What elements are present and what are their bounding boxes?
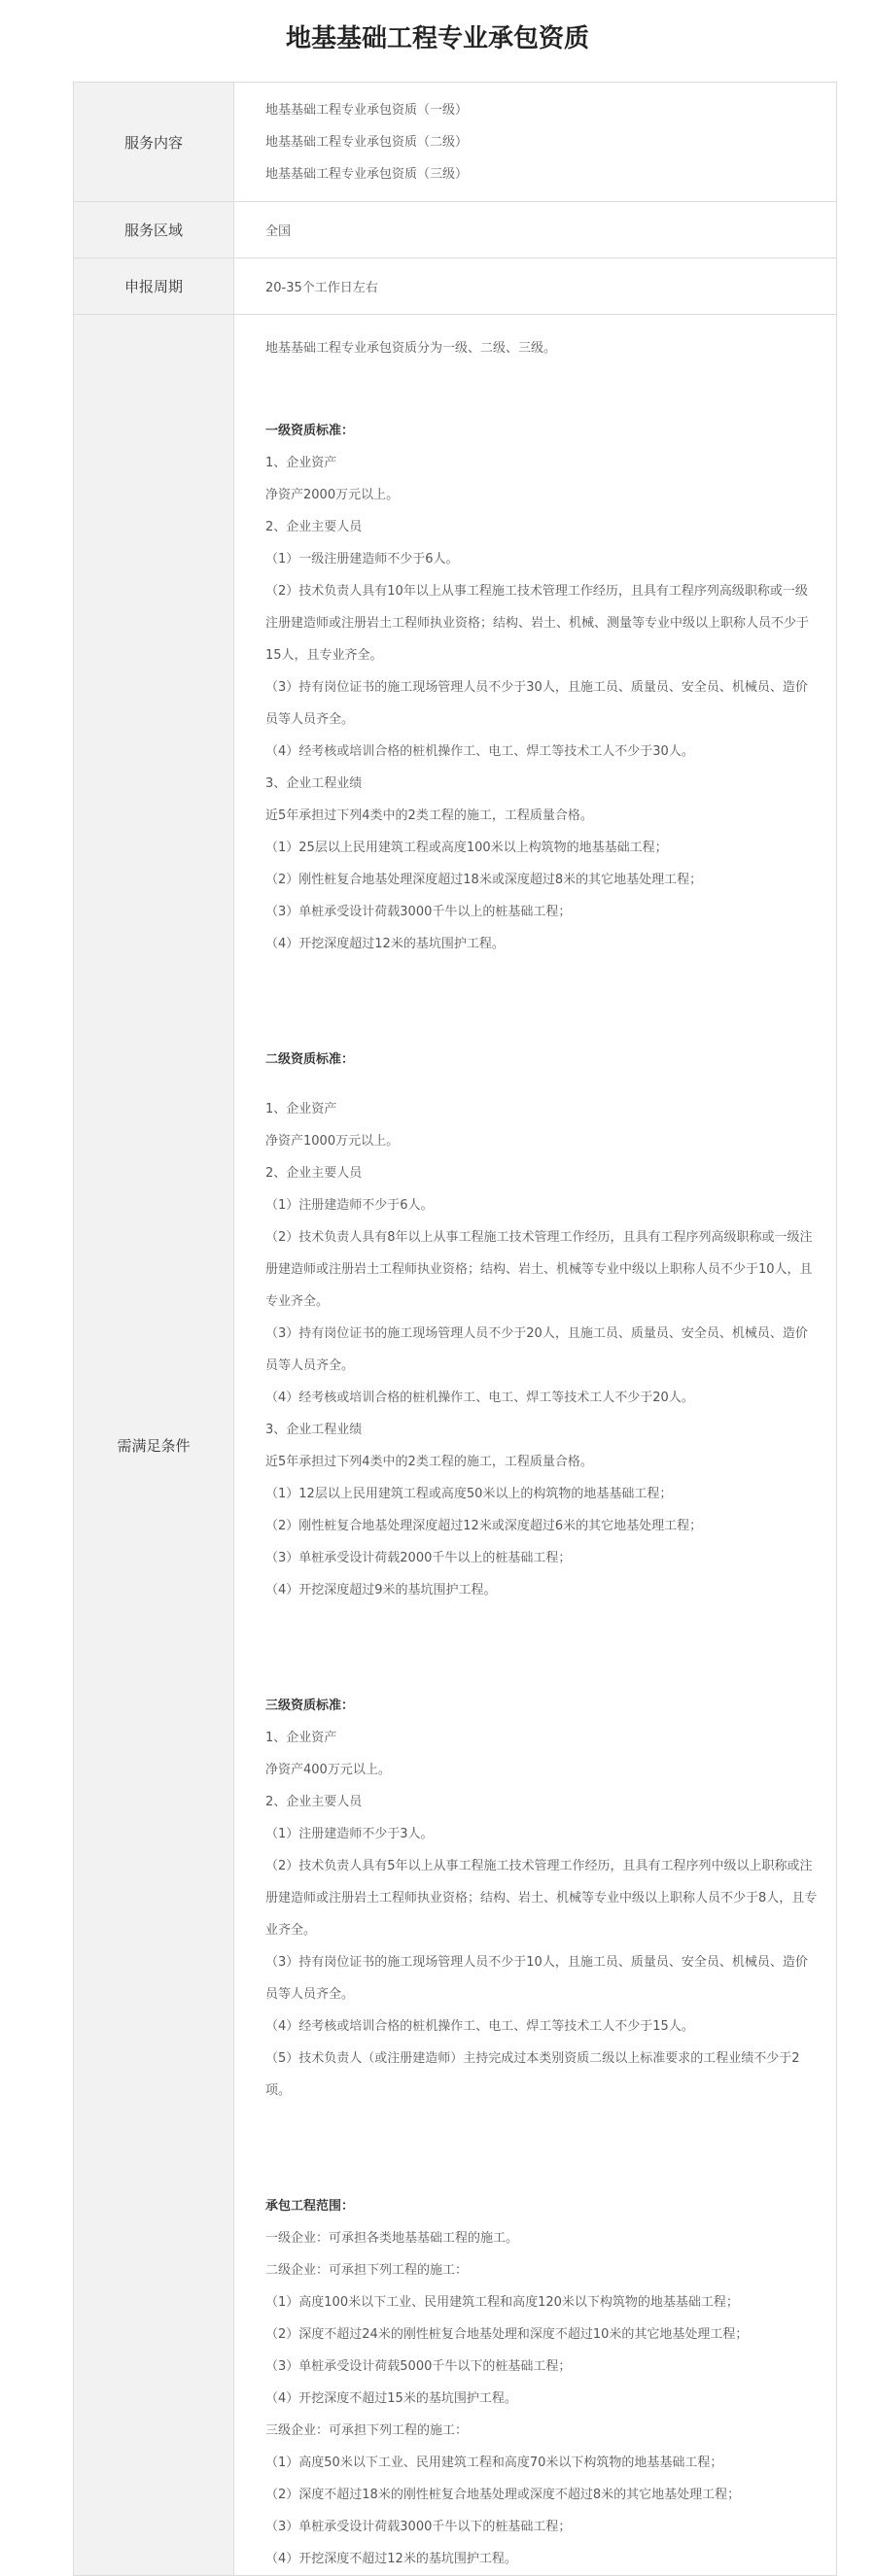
- grade2-line: （4）开挖深度超过9米的基坑围护工程。: [265, 1583, 497, 1597]
- grade2-line: （2）刚性桩复合地基处理深度超过12米或深度超过6米的其它地基处理工程；: [265, 1519, 703, 1533]
- grade2-heading: 二级资质标准：: [265, 1052, 355, 1067]
- table-row-service: [74, 83, 837, 202]
- grade3-line: （2）技术负责人具有5年以上从事工程施工技术管理工作经历，且具有工程序列中级以上职称或注册建造师或注册岩土工程师执业资格；结构、岩土、机械等专业中级以上职称人员不少于8人，且专业齐全。: [265, 1859, 818, 1938]
- scope-line: 二级企业：可承担下列工程的施工：: [265, 2263, 469, 2278]
- conditions-label: 需满足条件: [74, 315, 234, 2576]
- grade2-line: （1）12层以上民用建筑工程或高度50米以上的构筑物的地基基础工程；: [265, 1487, 673, 1501]
- service-line: 地基基础工程专业承包资质（二级）: [265, 134, 469, 150]
- scope-line: （3）单桩承受设计荷载3000千牛以下的桩基础工程；: [265, 2520, 572, 2534]
- region-label: 服务区域: [74, 202, 234, 258]
- scope-line: 一级企业：可承担各类地基基础工程的施工。: [265, 2231, 519, 2246]
- grade3-line: （3）持有岗位证书的施工现场管理人员不少于10人，且施工员、质量员、安全员、机械员、造价员等人员齐全。: [265, 1955, 808, 2002]
- conditions-intro: 地基基础工程专业承包资质分为一级、二级、三级。: [265, 341, 557, 356]
- period-value: 20-35个工作日左右: [234, 258, 837, 315]
- grade2-line: （3）持有岗位证书的施工现场管理人员不少于20人，且施工员、质量员、安全员、机械员、造价员等人员齐全。: [265, 1326, 808, 1373]
- scope-line: （4）开挖深度不超过15米的基坑围护工程。: [265, 2391, 517, 2406]
- grade1-line: （4）经考核或培训合格的桩机操作工、电工、焊工等技术工人不少于30人。: [265, 744, 694, 759]
- grade2-line: 近5年承担过下列4类中的2类工程的施工，工程质量合格。: [265, 1455, 593, 1469]
- grade2-line: 2、企业主要人员: [265, 1166, 363, 1181]
- scope-line: （1）高度100米以下工业、民用建筑工程和高度120米以下构筑物的地基基础工程；: [265, 2295, 739, 2310]
- grade2-line: （2）技术负责人具有8年以上从事工程施工技术管理工作经历，且具有工程序列高级职称或一级注册建造师或注册岩土工程师执业资格；结构、岩土、机械等专业中级以上职称人员不少于10人，且专业齐全。: [265, 1230, 813, 1309]
- grade2-line: （4）经考核或培训合格的桩机操作工、电工、焊工等技术工人不少于20人。: [265, 1391, 694, 1405]
- grade3-line: 2、企业主要人员: [265, 1795, 363, 1809]
- grade1-line: 2、企业主要人员: [265, 520, 363, 534]
- grade1-heading: 一级资质标准：: [265, 424, 355, 438]
- table-row-period: [74, 258, 837, 315]
- service-label: 服务内容: [74, 83, 234, 202]
- scope-line: 三级企业：可承担下列工程的施工：: [265, 2423, 469, 2438]
- period-label: 申报周期: [74, 258, 234, 315]
- grade2-line: （1）注册建造师不少于6人。: [265, 1198, 434, 1213]
- scope-line: （4）开挖深度不超过12米的基坑围护工程。: [265, 2552, 517, 2566]
- page-title: 地基基础工程专业承包资质: [285, 24, 589, 53]
- grade1-line: 近5年承担过下列4类中的2类工程的施工，工程质量合格。: [265, 808, 593, 823]
- service-line: 地基基础工程专业承包资质（三级）: [265, 166, 469, 182]
- scope-line: （3）单桩承受设计荷载5000千牛以下的桩基础工程；: [265, 2359, 572, 2374]
- region-value: 全国: [234, 202, 837, 258]
- qualification-table: [73, 82, 837, 2576]
- service-line: 地基基础工程专业承包资质（一级）: [265, 102, 469, 118]
- table-row-conditions: [74, 315, 837, 2576]
- scope-line: （1）高度50米以下工业、民用建筑工程和高度70米以下构筑物的地基基础工程；: [265, 2456, 723, 2470]
- grade1-line: （2）刚性桩复合地基处理深度超过18米或深度超过8米的其它地基处理工程；: [265, 873, 703, 887]
- grade2-line: 3、企业工程业绩: [265, 1423, 363, 1437]
- grade2-line: （3）单桩承受设计荷载2000千牛以上的桩基础工程；: [265, 1551, 572, 1565]
- scope-line: （2）深度不超过24米的刚性桩复合地基处理和深度不超过10米的其它地基处理工程；: [265, 2327, 749, 2342]
- grade3-line: （4）经考核或培训合格的桩机操作工、电工、焊工等技术工人不少于15人。: [265, 2019, 694, 2034]
- table-row-region: [74, 202, 837, 258]
- grade1-line: 净资产2000万元以上。: [265, 488, 400, 502]
- service-value: [234, 83, 837, 202]
- conditions-value: [234, 315, 837, 2576]
- scope-heading: 承包工程范围：: [265, 2199, 355, 2214]
- grade1-line: （3）单桩承受设计荷载3000千牛以上的桩基础工程；: [265, 905, 572, 919]
- grade3-line: （5）技术负责人（或注册建造师）主持完成过本类别资质二级以上标准要求的工程业绩不少于2项。: [265, 2051, 800, 2098]
- scope-line: （2）深度不超过18米的刚性桩复合地基处理或深度不超过8米的其它地基处理工程；: [265, 2488, 741, 2502]
- grade1-line: （4）开挖深度超过12米的基坑围护工程。: [265, 937, 505, 951]
- grade1-line: 1、企业资产: [265, 456, 337, 470]
- grade3-line: 1、企业资产: [265, 1731, 337, 1745]
- grade3-line: （1）注册建造师不少于3人。: [265, 1827, 434, 1841]
- grade1-line: （3）持有岗位证书的施工现场管理人员不少于30人，且施工员、质量员、安全员、机械员、造价员等人员齐全。: [265, 680, 808, 727]
- grade3-heading: 三级资质标准：: [265, 1699, 355, 1713]
- grade1-line: （1）一级注册建造师不少于6人。: [265, 552, 459, 567]
- grade3-line: 净资产400万元以上。: [265, 1763, 391, 1777]
- grade1-line: （1）25层以上民用建筑工程或高度100米以上构筑物的地基基础工程；: [265, 841, 668, 855]
- grade1-line: 3、企业工程业绩: [265, 776, 363, 791]
- grade2-line: 净资产1000万元以上。: [265, 1134, 400, 1149]
- grade2-line: 1、企业资产: [265, 1102, 337, 1116]
- grade1-line: （2）技术负责人具有10年以上从事工程施工技术管理工作经历，且具有工程序列高级职称或一级注册建造师或注册岩土工程师执业资格；结构、岩土、机械、测量等专业中级以上职称人员不少于15人，且专业齐全。: [265, 584, 810, 663]
